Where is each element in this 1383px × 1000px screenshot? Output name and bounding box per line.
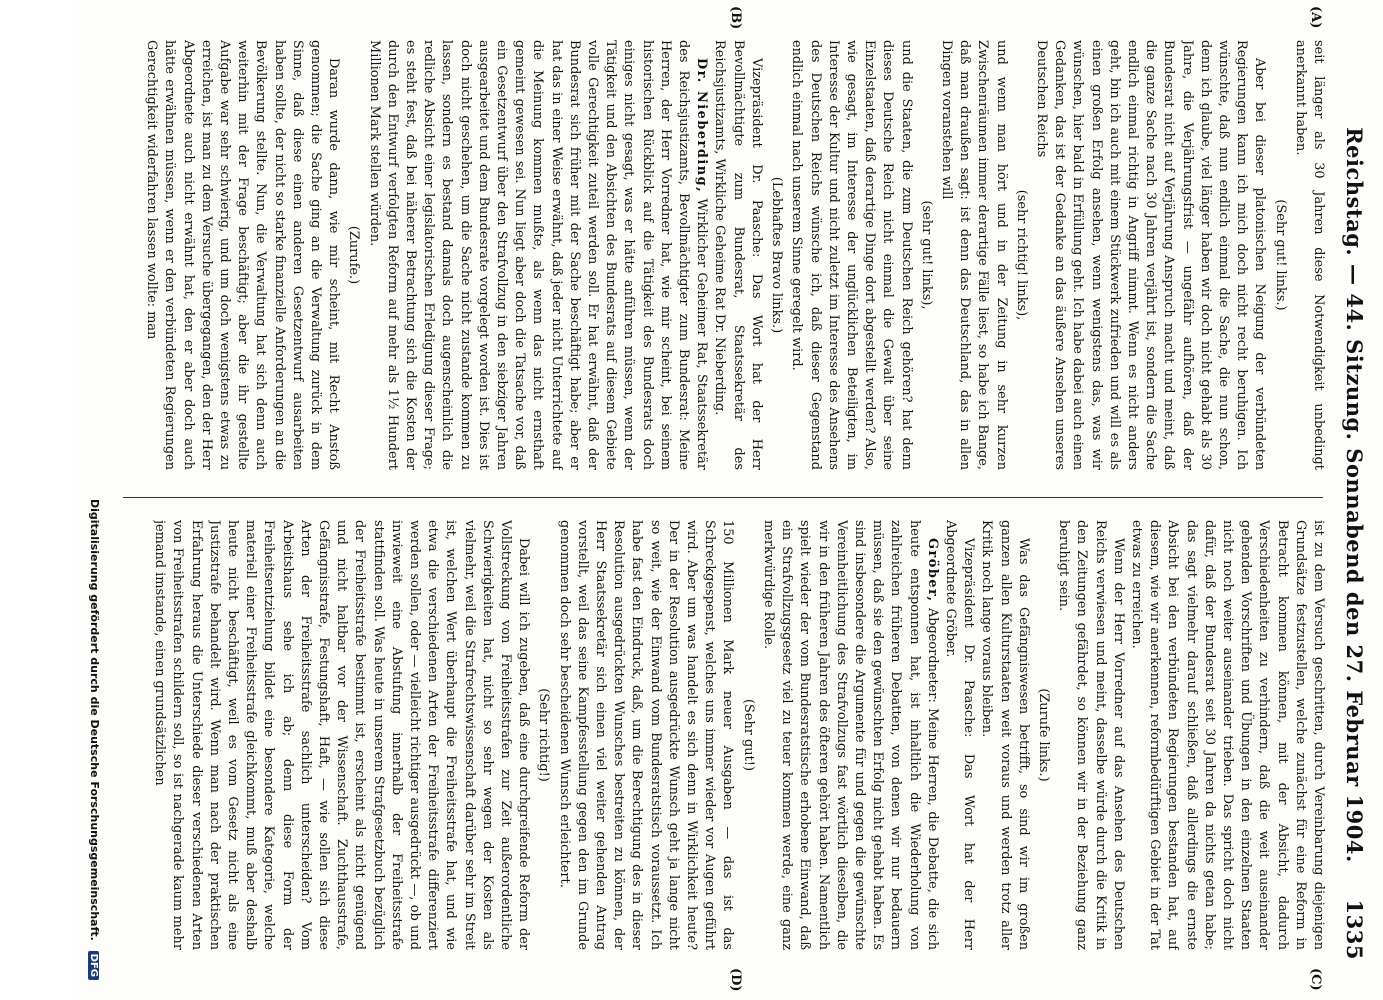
paragraph-text: (sehr gut! links), bbox=[918, 200, 934, 310]
paragraph-text: (sehr richtig! links), bbox=[1013, 189, 1029, 321]
paragraph-text: Vizepräsident Dr. Paasche: Das Wort hat der Herr Abgeordnete Gröber. bbox=[942, 520, 977, 950]
page-title: Reichstag. — 44. Sitzung. Sonnabend den 27. Februar 1904. bbox=[1342, 127, 1367, 863]
paragraph-text: Abgeordneter: Meine Herren, die Debatte, die sich heute entsponnen hat, ist inhaltlich die Wiederholung von zahlreichen früheren Debatten, von denen wir nur bedauern müssen, daß sie den gewünschten Erfolg nicht gehabt haben. Es sind insbesondere die Argumente für und gegen die gewünschte Vereinheitlichung des Strafvollzugs fast wörtlich dieselben, die wir in den früheren Jahren des öfteren gehört haben. Namentlich spielt wieder der vom Bundesratstische erhobene Einwand, daß ein Strafvollzugsgesetz viel zu teuer kommen werde, eine ganz merkwürdige Rolle. bbox=[760, 520, 940, 950]
paragraph-continued bbox=[1291, 40, 1327, 470]
paragraph-text: Vizepräsident Dr. Paasche: Das Wort hat der Herr Bevollmächtigte zum Bundesrat, Staatssekretär des Reichsjustizamts, Wirkliche Geheime Rat Dr. Nieberding. bbox=[712, 40, 764, 470]
running-head bbox=[1337, 30, 1371, 960]
interjection bbox=[344, 40, 362, 470]
speaker-name: Gröber, bbox=[924, 538, 940, 603]
paragraph-continued bbox=[937, 40, 1010, 470]
scanned-page bbox=[73, 0, 1383, 1000]
page-number: 1335 bbox=[1342, 899, 1367, 960]
paragraph bbox=[759, 520, 941, 950]
paragraph-text: 150 Millionen Mark neuer Ausgaben — das ist das Schreckgespenst, welches uns immer wieder vor Augen geführt wird. Aber um was handelt es sich denn in Wirklichkeit heute? Der in der Resolution ausgedrückte Wunsch geht ja lange nicht so weit, wie der Einwand vom Bundesratstisch voraussetzt. Ich habe fast den Eindruck, daß, um die Berechtigung des in dieser Resolution ausgedrückten Wunsches bestreiten zu können, der Herr Staatssekretär sich einen viel weiter gehenden Antrag vorstellt, weil das seine Kampfesstellung gegen den im Grunde genommen doch sehr bescheidenen Wunsch erleichtert. bbox=[556, 520, 736, 950]
interjection bbox=[739, 520, 757, 950]
paragraph-text: und die Staaten, die zum Deutschen Reich gehören? hat denn dieses Deutsche Reich nicht einmal die Gewalt über seine Einzelstaaten, daß derartige Dinge dort abgestellt werden? Also, wie gesagt, im Interesse der unglücklichen Beteiligten, im Interesse der Kultur und nicht zuletzt im Interesse des Ansehens des Deutschen Reichs wünsche ich, daß dieser Gegenstand endlich einmal nach unserem Sinne geregelt wird. bbox=[789, 40, 914, 470]
paragraph bbox=[150, 520, 532, 950]
paragraph bbox=[364, 40, 710, 470]
paragraph-text: (Zurufe links.) bbox=[1035, 688, 1051, 782]
paragraph-text: Dabei will ich zugeben, daß eine durchgreifende Reform der Vollstreckung von Freiheitsstrafen zur Zeit außerordentliche Schwierigkeiten hat, nicht so sehr wegen der Kosten als vielmehr, weil die Strafrechtswissenschaft darüber sehr im Streit ist, welchen Wert überhaupt die Freiheitsstrafe hat, und wie etwa die verschiedenen Arten der Freiheitsstrafe differenziert werden sollen, oder — vielleicht richtiger ausgedrückt —, ob und inwieweit eine Abstufung innerhalb der Freiheitsstrafe stattfinden soll. Was heute in unserem Strafgesetzbuch bezüglich der Freiheitsstrafe bestimmt ist, erscheint als nicht genügend und nicht haltbar vor der Wissenschaft. Zuchthausstrafe, Gefängnisstrafe, Festungshaft, Haft, — wie sollen sich diese Arten der Freiheitsstrafe sachlich unterscheiden? Vom Arbeitshaus sehe ich ab; denn diese Form der Freiheitsentziehung bildet eine besondere Kategorie, welche materiell einer Freiheitsstrafe gleichkommt, muß aber deshalb heute nicht beschäftigt, weil es vom Gesetz nicht als eine Justizstrafe behandelt wird. Wenn man nach der praktischen Erfahrung heraus die Unterschiede dieser verschiedenen Arten von Freiheitsstrafen schildern soll, so ist nachgerade kaum mehr jemand imstande, einen grundsätzlichen bbox=[152, 520, 532, 950]
paragraph-text: (Lebhaftes Bravo links.) bbox=[769, 176, 785, 334]
paragraph-continued bbox=[787, 40, 914, 470]
paragraph bbox=[1032, 40, 1269, 470]
paragraph bbox=[710, 40, 765, 470]
paragraph-text: Aber bei dieser platonischen Neigung der verbündeten Regierungen kann ich mich doch nicht recht beruhigen. Ich wünschte, daß nun endlich einmal die Sache, die nun schon, denn ich glaube, viel länger haben wir doch nicht gehabt als 30 Jahre, die Verjährungsfrist — ungefähr aufhören, daß der Bundesrat nicht auf Verjährung Anspruch macht und meint, daß die ganze Sache nach 30 Jahren verjährt ist, sondern die Sache endlich einmal richtig in Angriff nimmt. Wenn es nicht anders geht, bin ich auch mit einem Stückwerk zufrieden und will es als einen großen Erfolg ansehen, wenn wenigstens das, was wir wünschen, hier bald in Erfüllung geht. Ich habe dabei auch einen Gedanken, das ist der Gedanke an das äußere Ansehen unseres Deutschen Reichs bbox=[1033, 40, 1268, 470]
interjection bbox=[534, 520, 552, 950]
interjection bbox=[1012, 40, 1030, 470]
interjection bbox=[1270, 40, 1288, 470]
paragraph-text: Daran wurde dann, wie mir scheint, mit Recht Anstoß genommen; die Sache ging an die Verwaltung zurück in dem Sinne, daß diese einen anderen Gesetzentwurf ausarbeiten haben sollte, der nicht so starke finanzielle Anforderungen an die Bevölkerung stellte. Nun, die Verwaltung hat sich denn auch weiterhin mit der Frage beschäftigt; aber die ihr gestellte Aufgabe war sehr schwierig, und um doch wenigstens etwas zu erreichen, ist man zu dem Versuche übergegangen, den der Herr Abgeordnete auch nicht erwähnt hat, den er aber doch auch hätte erwähnen müssen, wenn er den verbündeten Regierungen Gerechtigkeit widerfahren lassen wollte: man bbox=[144, 40, 342, 470]
interjection bbox=[767, 40, 785, 470]
interjection bbox=[1034, 520, 1052, 950]
interjection bbox=[917, 40, 935, 470]
column-divider bbox=[123, 497, 1323, 498]
paragraph-text: (Sehr richtig!) bbox=[536, 688, 552, 782]
margin-marker-b: (B) bbox=[728, 6, 743, 30]
paragraph-continued bbox=[554, 520, 736, 950]
margin-marker-c: (C) bbox=[1308, 968, 1323, 991]
right-column bbox=[137, 520, 1327, 950]
paragraph-text: und wenn man hört und in der Zeitung in sehr kurzen Zwischenräumen immer derartige Fälle liest, so habe ich Bange, daß man draußen sagt: ist denn das Deutschland, das in allen Dingen voranstehen will bbox=[938, 40, 1009, 470]
paragraph-text: (Sehr gut! links.) bbox=[1272, 199, 1288, 311]
left-column bbox=[137, 40, 1327, 470]
dfg-logo: DFG bbox=[88, 951, 99, 980]
digitization-footer bbox=[79, 0, 101, 1000]
paragraph-text: Was das Gefängniswesen betrifft, so sind wir im großen ganzen allen Kulturstaaten weit voraus und werden trotz aller Kritik noch lange voraus bleiben. bbox=[979, 520, 1031, 950]
paragraph-text: (Zurufe.) bbox=[346, 225, 362, 285]
margin-marker-d: (D) bbox=[728, 968, 743, 992]
paragraph-continued bbox=[1127, 520, 1327, 950]
margin-marker-a: (A) bbox=[1308, 6, 1323, 29]
paragraph-text: seit länger als 30 Jahren diese Notwendigkeit unbedingt anerkannt haben. bbox=[1292, 40, 1326, 470]
paragraph-text: Wenn der Herr Vorredner auf das Ansehen des Deutschen Reichs verwiesen und meint, dasselbe würde durch die Kritik in den Zeitungen gefährdet, so können wir in der Beziehung ganz beruhigt sein. bbox=[1056, 520, 1126, 950]
paragraph bbox=[977, 520, 1032, 950]
paragraph bbox=[941, 520, 977, 950]
paragraph-text: Wirklicher Geheimer Rat, Staatssekretär des Reichsjustizamts, Bevollmächtigter zum Bundesrat: Meine Herren, der Herr Vorredner hat, wie mir scheint, bei seinem historischen Rückblick auf die Tätigkeit des Bundesrats doch einiges nicht gesagt, was er hätte anführen müssen, wenn der Tätigkeit und den Absichten des Bundesrats auf diesem Gebiete volle Gerechtigkeit zuteil werden soll. Er hat erwähnt, daß der Bundesrat sich früher mit der Sache beschäftigt habe; aber er hat das in einer Weise erwähnt, daß jeder nicht Unterrichtete auf die Meinung kommen mußte, als wenn das nicht ernsthaft gemeint gewesen sei. Nun liegt aber doch die Tatsache vor, daß ein Gesetzentwurf über den Strafvollzug in den siebziger Jahren ausgearbeitet und dem Bundesrate vorgelegt worden ist. Dies ist doch nicht geschehen, um die Sache nicht zustande kommen zu lassen, sondern es bestand damals doch augenscheinlich die redliche Absicht einer legislatorischen Erledigung dieser Frage; es steht fest, daß bei näherer Betrachtung sich die Kosten der durch den Entwurf verfolgten Reform auf mehr als 1½ Hundert Millionen Mark stellen würden. bbox=[366, 40, 710, 470]
footer-text: Digitalisierung gefördert durch die Deutsche Forschungsgemeinschaft. bbox=[88, 498, 101, 941]
paragraph-text: (Sehr gut!) bbox=[740, 699, 756, 771]
paragraph-text: ist zu dem Versuch geschritten, durch Vereinbarung diejenigen Grundsätze festzustellen, welche zunächst für eine Reform in Betracht kommen können, mit der Absicht, dadurch Verschiedenheiten zu verhindern, daß die weit auseinander gehenden Vorschriften und Übungen in den einzelnen Staaten nicht noch weiter auseinander trieben. Das spricht doch nicht dafür, daß der Bundesrat seit 30 Jahren da nichts getan habe; das sagt vielmehr darauf schließen, daß allerdings die ernste Absicht bei den verbündeten Regierungen bestanden hat, auf diesem, wie wir anerkennen, reformbedürftigen Gebiet in der Tat etwas zu erreichen. bbox=[1128, 520, 1326, 950]
speaker-name: Dr. Nieberding, bbox=[694, 58, 710, 194]
paragraph bbox=[1054, 520, 1127, 950]
paragraph bbox=[142, 40, 342, 470]
